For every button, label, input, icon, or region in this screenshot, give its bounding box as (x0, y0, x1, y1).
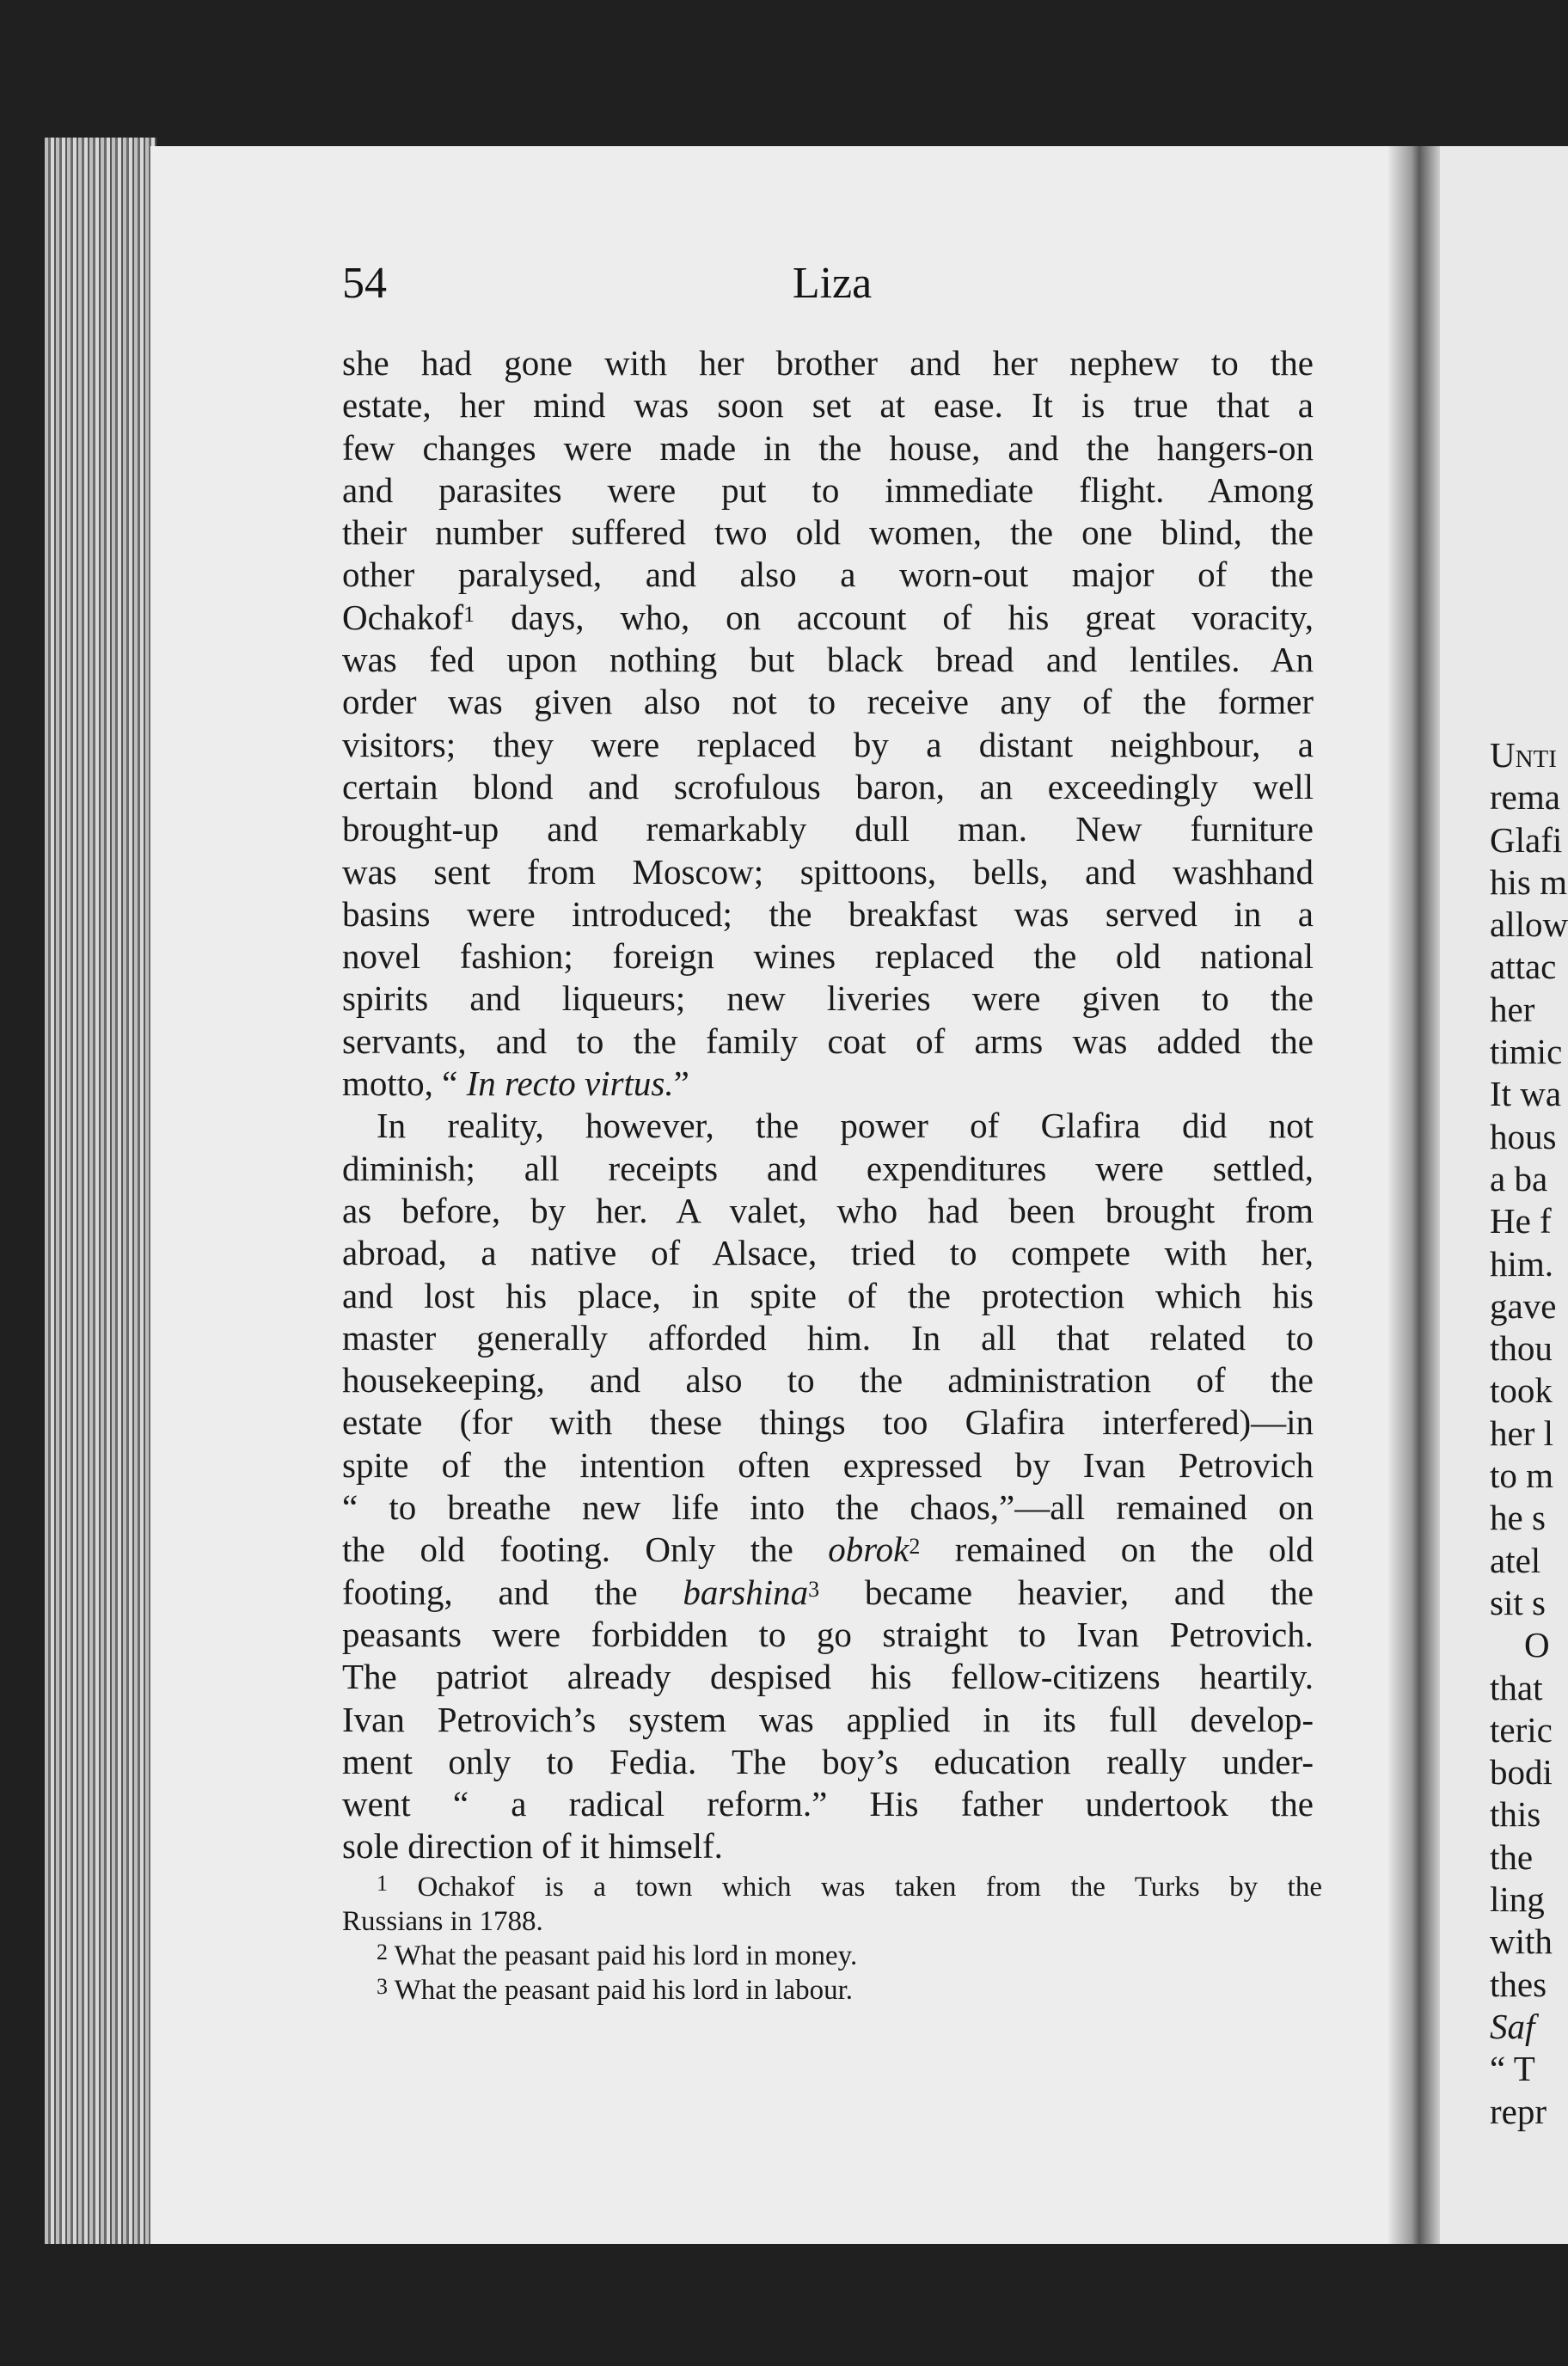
facing-page-fragment: rema (1490, 777, 1560, 818)
text-line (342, 1572, 1314, 1614)
running-title: Liza (792, 259, 873, 308)
facing-page-fragment: timic (1490, 1032, 1563, 1072)
facing-page-fragment: to m (1490, 1456, 1554, 1496)
barshina-term: barshina (683, 1572, 809, 1612)
text-line: order was given also not to receive any of the former (342, 682, 1314, 722)
text-line: and parasites were put to immediate flight. Among (342, 469, 1314, 510)
facing-page-fragment: his m (1490, 861, 1567, 902)
footnote-1-cont: Russians in 1788. (342, 1906, 543, 1937)
footnote-mark: 1 (377, 1871, 388, 1896)
facing-page-fragment: sit s (1490, 1582, 1546, 1622)
facing-page-fragment: Saf (1490, 2006, 1535, 2046)
text-line: was sent from Moscow; spittoons, bells, and washhand (342, 851, 1314, 892)
footnote-mark: 2 (377, 1940, 388, 1965)
text-line: spirits and liqueurs; new liveries were given to the (342, 978, 1314, 1019)
facing-page-fragment: her (1490, 989, 1535, 1029)
motto-suffix: ” (673, 1063, 689, 1104)
line-rest: days, who, on account of his great voracity, (475, 597, 1314, 637)
facing-page-fragment: this (1490, 1794, 1541, 1835)
text-line: certain blond and scrofulous baron, an exceedingly well (342, 766, 1314, 806)
facing-page-text (1490, 734, 1568, 2133)
text-line: abroad, a native of Alsace, tried to compete with her, (342, 1233, 1314, 1273)
footnote-text: What the peasant paid his lord in money. (388, 1940, 858, 1971)
text-line: their number suffered two old women, the one blind, the (342, 512, 1314, 553)
facing-page-fragment: allow (1490, 904, 1568, 945)
footnote-3 (342, 1973, 1322, 2007)
text-line (342, 1529, 1314, 1571)
footnote-2 (342, 1939, 1322, 1973)
text-line (342, 1063, 1314, 1105)
facing-page-fragment: the (1490, 1836, 1534, 1877)
ochakof-word: Ochakof (342, 597, 464, 637)
footnotes (342, 1870, 1322, 2007)
footnote-ref: 1 (463, 601, 475, 627)
text-line: spite of the intention often expressed by Ivan Petrovich (342, 1444, 1314, 1485)
facing-page-fragment: He f (1490, 1201, 1552, 1241)
text-line: peasants were forbidden to go straight to Ivan Petrovich. (342, 1614, 1314, 1654)
text-line: and lost his place, in spite of the protection which his (342, 1275, 1314, 1315)
text-line: Ivan Petrovich’s system was applied in its full develop- (342, 1699, 1314, 1739)
facing-page-fragment: bodi (1490, 1752, 1553, 1793)
text-line: “ to breathe new life into the chaos,”—all remained on (342, 1487, 1314, 1528)
facing-page-fragment: ling (1490, 1879, 1545, 1920)
motto-italic: In recto virtus. (466, 1063, 674, 1104)
motto-prefix: motto, “ (342, 1063, 467, 1104)
facing-page-fragment: gave (1490, 1285, 1557, 1326)
footnote-1 (342, 1870, 1322, 1904)
body-text (342, 342, 1314, 1868)
facing-page-fragment: teric (1490, 1709, 1553, 1750)
text-line: was fed upon nothing but black bread and lentiles. An (342, 640, 1314, 680)
text-line: servants, and to the family coat of arms was added the (342, 1021, 1314, 1061)
facing-page-fragment: “ T (1490, 2049, 1535, 2089)
line-suffix: remained on the old (920, 1529, 1314, 1570)
facing-page-fragment: with (1490, 1922, 1553, 1962)
text-line: brought-up and remarkably dull man. New furniture (342, 809, 1314, 849)
facing-page-fragment: hous (1490, 1116, 1557, 1156)
text-line: went “ a radical reform.” His father undertook the (342, 1784, 1314, 1824)
facing-page-fragment: repr (1490, 2091, 1547, 2131)
obrok-term: obrok (828, 1529, 910, 1570)
facing-page-fragment: her l (1490, 1413, 1553, 1453)
footnote-mark: 3 (377, 1974, 388, 1999)
facing-page-fragment: took (1490, 1370, 1553, 1411)
footnote-text: Ochakof is a town which was taken from the Turks by the (388, 1872, 1322, 1903)
facing-page-fragment: It wa (1490, 1074, 1562, 1114)
book-gutter (1388, 146, 1440, 2244)
page-number: 54 (342, 259, 387, 308)
text-line: she had gone with her brother and her nephew to the (342, 343, 1314, 383)
footnote-ref: 3 (808, 1576, 820, 1602)
line-prefix: footing, and the (342, 1572, 683, 1612)
line-suffix: became heavier, and the (819, 1572, 1314, 1612)
footnote-text: What the peasant paid his lord in labour. (388, 1975, 854, 2006)
facing-page-fragment: him. (1490, 1243, 1554, 1284)
facing-page-fragment: attac (1490, 947, 1557, 987)
facing-page-fragment: that (1490, 1667, 1543, 1707)
text-line: novel fashion; foreign wines replaced the old national (342, 936, 1314, 977)
facing-page-fragment: he s (1490, 1498, 1546, 1538)
facing-page-fragment: atel (1490, 1540, 1541, 1580)
facing-page (1431, 146, 1568, 2244)
text-line: other paralysed, and also a worn-out major of the (342, 555, 1314, 595)
text-line: The patriot already despised his fellow-citizens heartily. (342, 1657, 1314, 1697)
line-prefix: the old footing. Only the (342, 1529, 829, 1570)
facing-page-fragment: O (1524, 1625, 1550, 1665)
text-line: ment only to Fedia. The boy’s education really under- (342, 1741, 1314, 1781)
footnote-ref: 2 (909, 1534, 921, 1560)
text-line: housekeeping, and also to the administration of the (342, 1360, 1314, 1401)
text-line (342, 597, 1314, 639)
facing-page-fragment: Glafi (1490, 819, 1563, 860)
text-line: few changes were made in the house, and the hangers-on (342, 427, 1314, 468)
text-line: master generally afforded him. In all that related to (342, 1317, 1314, 1358)
text-line: In reality, however, the power of Glafira did not (377, 1106, 1314, 1146)
facing-page-fragment: Unti (1490, 735, 1557, 775)
text-line: visitors; they were replaced by a distant neighbour, a (342, 724, 1314, 764)
text-line: basins were introduced; the breakfast was served in a (342, 893, 1314, 934)
page-edges (45, 138, 156, 2244)
text-line: as before, by her. A valet, who had been brought from (342, 1190, 1314, 1230)
facing-page-fragment: a ba (1490, 1158, 1548, 1198)
text-line: estate (for with these things too Glafira interfered)—in (342, 1402, 1314, 1443)
text-line: estate, her mind was soon set at ease. It is true that a (342, 385, 1314, 426)
text-line: sole direction of it himself. (342, 1826, 723, 1866)
page-header (342, 258, 1322, 327)
facing-page-fragment: thou (1490, 1328, 1553, 1369)
facing-page-fragment: thes (1490, 1964, 1547, 2004)
text-line: diminish; all receipts and expenditures were settled, (342, 1148, 1314, 1188)
